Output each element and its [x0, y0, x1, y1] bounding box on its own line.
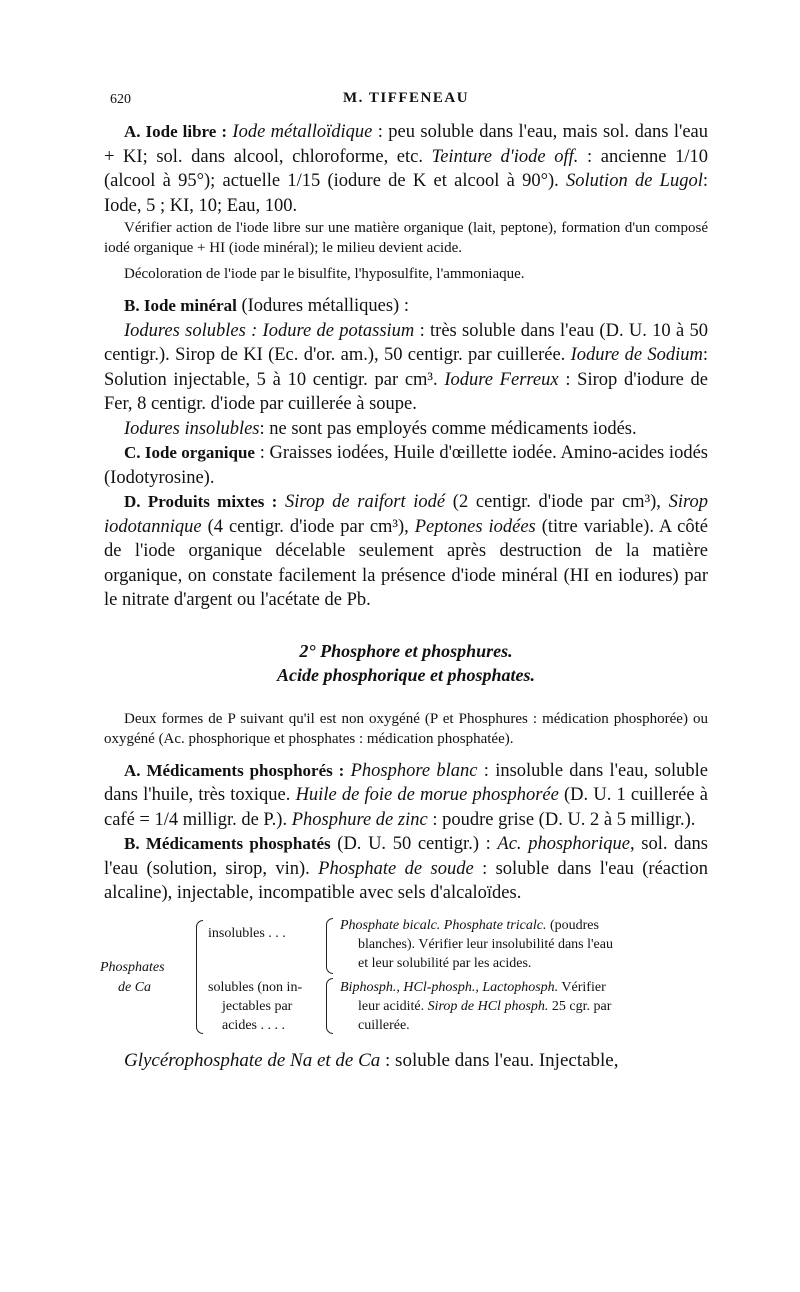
produits-mixtes-paragraph: D. Produits mixtes : Sirop de raifort iodé (2 centigr. d'iode par cm³), Sirop iodotannique (4 centigr. d'iode par cm³), Peptones iodées (titre variable). A côté de l'iode organique décelable seulement après destruction de la matière organique, on constate facilement la présence d'iode minéral (HI en iodures) par le nitrate d'argent ou l'acétate de Pb.	[104, 492, 708, 610]
insolubles-label: insolubles . . .	[208, 925, 286, 941]
book-page	[100, 80, 709, 1073]
solubles-desc-2: leur acidité. Sirop de HCl phosph. 25 cgr. par	[358, 998, 612, 1014]
table-left-label-2: de Ca	[118, 979, 152, 995]
iode-libre-paragraph: A. Iode libre : Iode métalloïdique : peu soluble dans l'eau, mais sol. dans l'eau + KI; sol. dans alcool, chloroforme, etc. Teinture d'iode off. : ancienne 1/10 (alcool à 95°); actuelle 1/15 (iodure de K et alcool à 90°). Solution de Lugol: Iode, 5 ; KI, 10; Eau, 100.	[104, 122, 709, 216]
insolubles-desc-1: Phosphate bicalc. Phosphate tricalc. (poudres	[340, 917, 599, 933]
iodures-solubles-paragraph: Iodures solubles : Iodure de potassium : très soluble dans l'eau (D. U. 10 à 50 centigr.). Sirop de KI (Ec. d'or. am.), 50 centigr. par cuillerée. Iodure de Sodium: Solution injectable, 5 à 10 centigr. par cm³. Iodure Ferreux : Sirop d'iodure de Fer, 8 centigr. d'iode par cuillerée à soupe.	[104, 320, 709, 414]
insolubles-desc-2: blanches). Vérifier leur insolubilité dans l'eau	[358, 936, 613, 952]
page-number: 620	[110, 92, 131, 107]
solubles-brace	[326, 978, 333, 1034]
solubles-label-1: solubles (non in-	[208, 979, 303, 995]
note-verifier: Vérifier action de l'iode libre sur une matière organique (lait, peptone), formation d'un composé iodé organique + HI (iode minéral); le milieu devient acide.	[104, 220, 708, 256]
medicaments-phosphates-paragraph: B. Médicaments phosphatés (D. U. 50 centigr.) : Ac. phosphorique, sol. dans l'eau (solution, sirop, vin). Phosphate de soude : soluble dans l'eau (réaction alcaline), injectable, incompatible avec sels d'alcaloïdes.	[104, 834, 709, 903]
insolubles-desc-3: et leur solubilité par les acides.	[358, 955, 532, 971]
iodures-insolubles-paragraph: Iodures insolubles: ne sont pas employés comme médicaments iodés.	[124, 418, 637, 439]
page-header	[104, 80, 708, 120]
outer-brace	[196, 920, 203, 1034]
iode-mineral-heading: B. Iode minéral (Iodures métalliques) :	[124, 296, 409, 316]
solubles-desc-3: cuillerée.	[358, 1017, 410, 1033]
solubles-desc-1: Biphosph., HCl-phosph., Lactophosph. Vérifier	[340, 979, 606, 995]
note-decoloration: Décoloration de l'iode par le bisulfite, l'hyposulfite, l'ammoniaque.	[124, 266, 525, 282]
insolubles-brace	[326, 918, 333, 974]
section-title: 2° Phosphore et phosphures.	[299, 640, 513, 661]
iode-organique-paragraph: C. Iode organique : Graisses iodées, Huile d'œillette iodée. Amino-acides iodés (Iodotyrosine).	[104, 443, 708, 488]
section-subtitle: Acide phosphorique et phosphates.	[276, 664, 536, 685]
phosphates-de-ca-table	[100, 916, 708, 1040]
glycerophosphate-line: Glycérophosphate de Na et de Ca : soluble dans l'eau. Injectable,	[124, 1049, 619, 1071]
running-title: M. TIFFENEAU	[342, 90, 470, 106]
solubles-label-2: jectables par	[222, 998, 293, 1014]
medicaments-phosphores-paragraph: A. Médicaments phosphorés : Phosphore blanc : insoluble dans l'eau, soluble dans l'huile, très toxique. Huile de foie de morue phosphorée (D. U. 1 cuillerée à café = 1/4 milligr. de P.). Phosphure de zinc : poudre grise (D. U. 2 à 5 milligr.).	[104, 760, 709, 830]
solubles-label-3: acides . . . .	[222, 1017, 285, 1033]
phosphore-intro: Deux formes de P suivant qu'il est non oxygéné (P et Phosphures : médication phosphorée) ou oxygéné (Ac. phosphorique et phosphates : médication phosphatée).	[104, 710, 708, 747]
table-left-label: Phosphates	[100, 959, 165, 975]
